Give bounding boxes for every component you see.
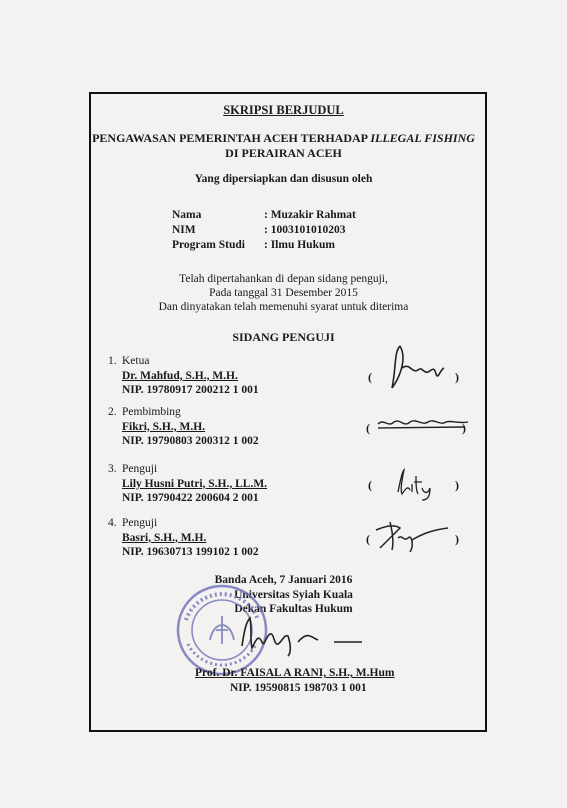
examiner-2: 2. Pembimbing Fikri, S.H., M.H. NIP. 19790803 200312 1 002	[108, 406, 259, 447]
paren-open-4: (	[366, 532, 370, 546]
paren-open-2: (	[366, 421, 370, 435]
signature-examiner-3	[392, 466, 442, 502]
paren-close-2: )	[462, 421, 466, 435]
examiner-3: 3. Penguji Lily Husni Putri, S.H., LL.M. NIP. 19790422 200604 2 001	[108, 463, 268, 504]
committee-heading: SIDANG PENGUJI	[232, 330, 335, 344]
paren-close-3: )	[455, 478, 459, 492]
dean-name: Prof. Dr. FAISAL A RANI, S.H., M.Hum	[195, 667, 395, 679]
examiner-1: 1. Ketua Dr. Mahfud, S.H., M.H. NIP. 19780917 200212 1 001	[108, 355, 259, 396]
signature-dean	[238, 612, 378, 658]
examiner-4: 4. Penguji Basri, S.H., M.H. NIP. 19630713 199102 1 002	[108, 517, 259, 558]
defense-statement: Telah dipertahankan di depan sidang penguji, Pada tanggal 31 Desember 2015 Dan dinyatakan telah memenuhi syarat untuk diterima	[158, 273, 409, 313]
author-info: Nama : Muzakir Rahmat NIM : 1003101010203 Program Studi : Ilmu Hukum	[172, 209, 356, 251]
thesis-title: PENGAWASAN PEMERINTAH ACEH TERHADAP ILLEGAL FISHING DI PERAIRAN ACEH	[92, 131, 475, 160]
paren-open-1: (	[368, 370, 372, 384]
paren-close-1: )	[455, 370, 459, 384]
dean-nip: NIP. 19590815 198703 1 001	[230, 682, 367, 694]
signature-examiner-4	[372, 518, 452, 558]
approval-block: Banda Aceh, 7 Januari 2016 Universitas Syiah Kuala Dekan Fakultas Hukum	[214, 574, 353, 615]
document-heading: SKRIPSI BERJUDUL	[223, 103, 344, 117]
paren-open-3: (	[368, 478, 372, 492]
prepared-by-label: Yang dipersiapkan dan disusun oleh	[194, 173, 373, 185]
signature-examiner-1	[378, 340, 458, 395]
signature-examiner-2	[374, 412, 474, 436]
paren-close-4: )	[455, 532, 459, 546]
